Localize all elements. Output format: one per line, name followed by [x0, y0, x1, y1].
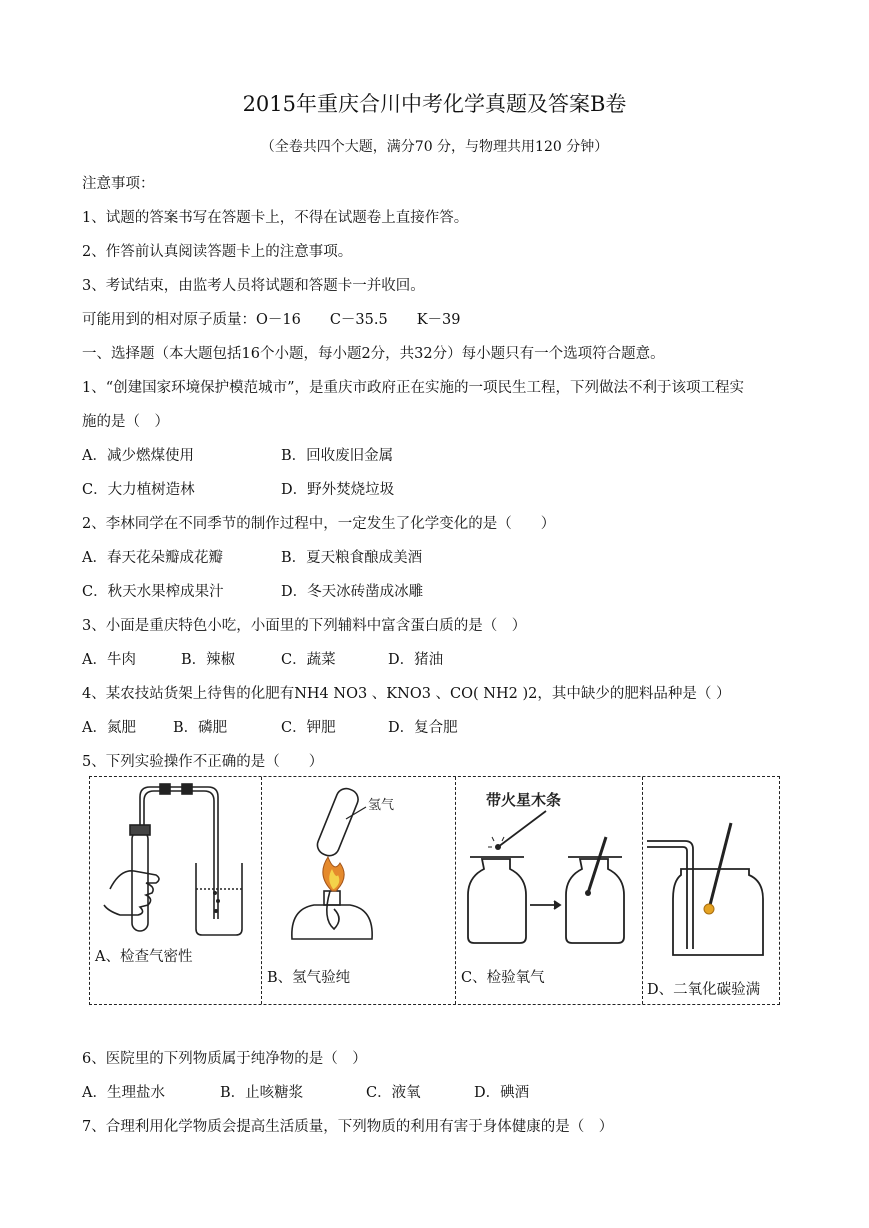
q1-option-a: A．减少燃煤使用	[82, 448, 194, 464]
question-1-stem: 1、“创建国家环境保护模范城市”，是重庆市政府正在实施的一项民生工程，下列做法不利于该项工程实	[82, 380, 745, 396]
notes-heading: 注意事项：	[82, 176, 155, 192]
q6-option-c: C．液氧	[366, 1085, 421, 1101]
figure-cell-b	[262, 777, 456, 1004]
q4-option-a: A．氮肥	[82, 720, 136, 736]
q1-option-b: B．回收废旧金属	[281, 448, 394, 464]
question-4-stem: 4、某农技站货架上待售的化肥有NH4 NO3 、KNO3 、CO( NH2 )2，其中缺少的肥料品种是（ ）	[82, 686, 731, 702]
note-item: 1、试题的答案书写在答题卡上，不得在试题卷上直接作答。	[82, 210, 469, 226]
figure-cell-a	[90, 777, 262, 1004]
figure-cell-c	[456, 777, 643, 1004]
question-6-stem: 6、医院里的下列物质属于纯净物的是（ ）	[82, 1051, 367, 1067]
question-3-stem: 3、小面是重庆特色小吃，小面里的下列辅料中富含蛋白质的是（ ）	[82, 618, 527, 634]
airtightness-apparatus-icon	[90, 779, 260, 939]
q3-option-a: A．牛肉	[82, 652, 136, 668]
figure-cell-d	[643, 777, 779, 1004]
question-2-stem: 2、李林同学在不同季节的制作过程中，一定发生了化学变化的是（ ）	[82, 516, 556, 532]
q6-option-d: D．碘酒	[474, 1085, 530, 1101]
section-heading: 一、选择题（本大题包括16个小题，每小题2分，共32分）每小题只有一个选项符合题意。	[82, 346, 665, 362]
question-7-stem: 7、合理利用化学物质会提高生活质量，下列物质的利用有害于身体健康的是（ ）	[82, 1119, 614, 1135]
q1-option-c: C．大力植树造林	[82, 482, 195, 498]
co2-full-test-icon	[643, 777, 777, 967]
question-1-stem-cont: 施的是（ ）	[82, 414, 169, 430]
page-title: 2015年重庆合川中考化学真题及答案B卷	[242, 92, 627, 116]
hydrogen-purity-icon	[262, 779, 452, 949]
q2-option-a: A．春天花朵瓣成花瓣	[82, 550, 223, 566]
q3-option-c: C．蔬菜	[281, 652, 336, 668]
question-5-stem: 5、下列实验操作不正确的是（ ）	[82, 754, 324, 770]
figure-caption-a: A、检查气密性	[95, 949, 193, 965]
figure-caption-b: B、氢气验纯	[267, 970, 351, 986]
note-item: 3、考试结束，由监考人员将试题和答题卡一并收回。	[82, 278, 425, 294]
atomic-masses: 可能用到的相对原子质量：O－16 C－35.5 K－39	[82, 312, 461, 328]
figure-caption-d: D、二氧化碳验满	[647, 982, 761, 998]
q3-option-b: B．辣椒	[181, 652, 236, 668]
q2-option-c: C．秋天水果榨成果汁	[82, 584, 224, 600]
q1-option-d: D．野外焚烧垃圾	[281, 482, 395, 498]
note-item: 2、作答前认真阅读答题卡上的注意事项。	[82, 244, 353, 260]
q4-option-c: C．钾肥	[281, 720, 336, 736]
q6-option-a: A．生理盐水	[82, 1085, 165, 1101]
q2-option-b: B．夏天粮食酿成美酒	[281, 550, 423, 566]
hydrogen-label: 氢气	[368, 798, 395, 813]
figure-caption-c: C、检验氧气	[461, 970, 545, 986]
glowing-splint-label: 带火星木条	[486, 791, 562, 809]
q3-option-d: D．猪油	[388, 652, 444, 668]
q2-option-d: D．冬天冰砖凿成冰雕	[281, 584, 424, 600]
q6-option-b: B．止咳糖浆	[220, 1085, 304, 1101]
exam-subtitle: （全卷共四个大题，满分70 分，与物理共用120 分钟）	[260, 139, 609, 155]
oxygen-test-icon	[456, 777, 642, 953]
q4-option-b: B．磷肥	[173, 720, 228, 736]
experiment-figure-table	[89, 776, 780, 1005]
q4-option-d: D．复合肥	[388, 720, 458, 736]
